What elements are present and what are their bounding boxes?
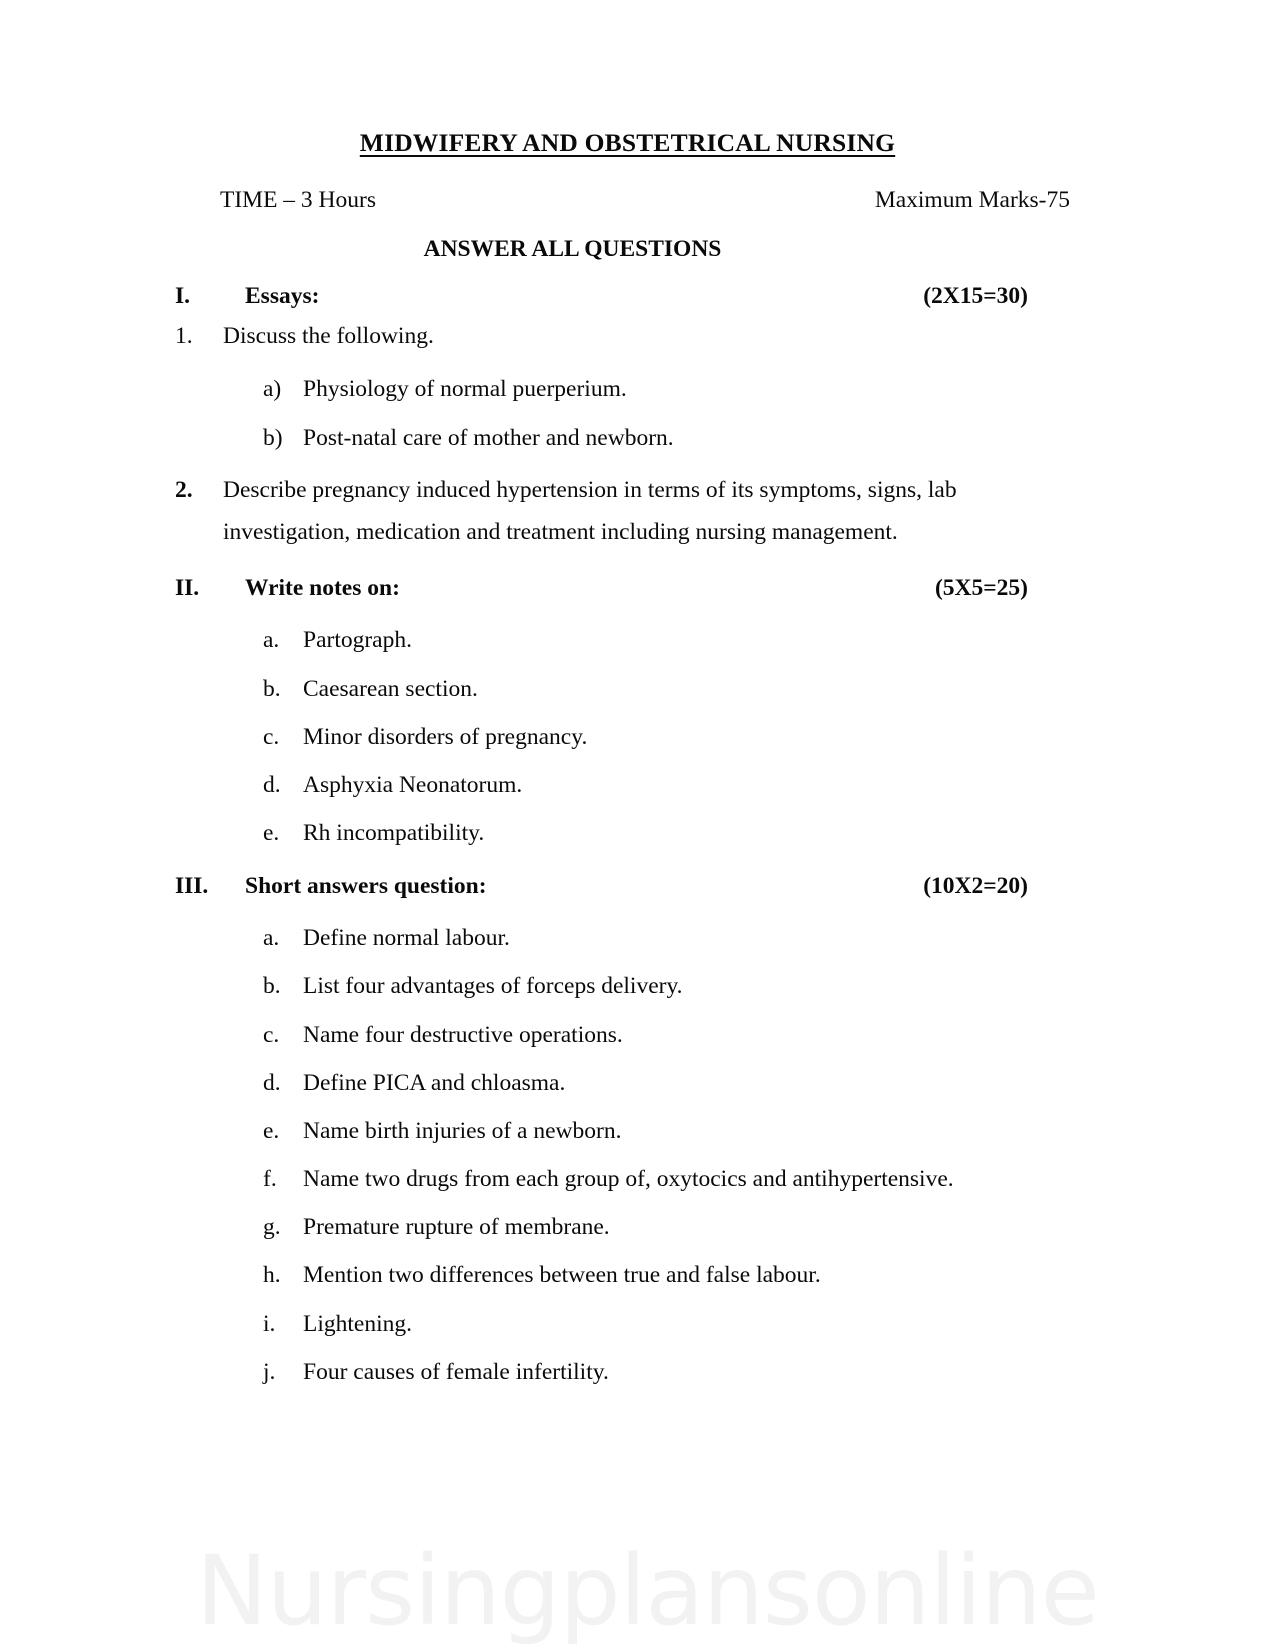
subitem-marker: b.	[263, 973, 281, 1000]
subitem-text: Physiology of normal puerperium.	[303, 376, 627, 403]
spacer	[175, 357, 1080, 365]
list-item	[175, 1203, 1080, 1251]
subitem-marker: c.	[263, 723, 280, 750]
subitem-marker: a)	[263, 376, 282, 403]
subitem-marker: f.	[263, 1166, 277, 1193]
list-item	[175, 1155, 1080, 1203]
subitem-text: Name birth injuries of a newborn.	[303, 1117, 622, 1144]
subitem-text: Lightening.	[303, 1310, 412, 1337]
section-label: Short answers question:	[245, 873, 487, 900]
list-item	[175, 1011, 1080, 1059]
subitem-marker: b)	[263, 424, 283, 451]
list-item	[175, 962, 1080, 1010]
exam-max-marks: Maximum Marks-75	[874, 186, 1070, 213]
subitem-marker: c.	[263, 1021, 280, 1048]
question-row	[175, 316, 1080, 358]
subitem-text: Name four destructive operations.	[303, 1021, 623, 1048]
section-heading-2	[175, 575, 1080, 602]
list-item	[175, 761, 1080, 809]
subitem-text: Asphyxia Neonatorum.	[303, 771, 523, 798]
list-item	[175, 809, 1080, 857]
spacer	[175, 553, 1080, 567]
question-row	[175, 470, 1080, 512]
subitem-text: Name two drugs from each group of, oxytocics and antihypertensive.	[303, 1166, 954, 1193]
subitem-marker: i.	[263, 1310, 276, 1337]
subitem-marker: d.	[263, 1069, 281, 1096]
subitem-text: Minor disorders of pregnancy.	[303, 723, 588, 750]
section-heading-3	[175, 873, 1080, 900]
list-item	[175, 914, 1080, 962]
spacer	[175, 906, 1080, 914]
subitem-list	[175, 616, 1080, 857]
subitem-marker: j.	[263, 1358, 276, 1385]
page-title-text: MIDWIFERY AND OBSTETRICAL NURSING	[359, 128, 896, 157]
subitem-marker: e.	[263, 1117, 280, 1144]
watermark: Nursingplansonline	[196, 1535, 1099, 1647]
question-number: 2.	[175, 476, 193, 503]
section-label: Essays:	[245, 282, 320, 309]
subitem-text: Caesarean section.	[303, 675, 478, 702]
subitem-text: List four advantages of forceps delivery.	[303, 973, 683, 1000]
question-text: Discuss the following.	[223, 322, 434, 349]
subitem-marker: b.	[263, 675, 281, 702]
section-marks: (5X5=25)	[934, 575, 1028, 602]
question-number: 1.	[175, 322, 193, 349]
section-heading-1	[175, 283, 1080, 310]
subitem-marker: h.	[263, 1262, 281, 1289]
list-item	[175, 713, 1080, 761]
subitem-text: Post-natal care of mother and newborn.	[303, 424, 674, 451]
subitem-marker: a.	[263, 627, 280, 654]
subitem-list	[175, 365, 1080, 461]
subitem-text: Premature rupture of membrane.	[303, 1214, 610, 1241]
question-text-continuation: investigation, medication and treatment including nursing management.	[223, 518, 898, 545]
subitem-text: Define PICA and chloasma.	[303, 1069, 566, 1096]
subitem-marker: d.	[263, 771, 281, 798]
section-numeral: I.	[175, 282, 191, 309]
section-label: Write notes on:	[245, 575, 400, 602]
spacer	[175, 857, 1080, 865]
subitem-text: Define normal labour.	[303, 925, 510, 952]
spacer	[175, 462, 1080, 470]
subitem-marker: e.	[263, 820, 280, 847]
list-item	[175, 414, 1080, 462]
list-item	[175, 665, 1080, 713]
subitem-text: Four causes of female infertility.	[303, 1358, 609, 1385]
subitem-text: Rh incompatibility.	[303, 820, 485, 847]
section-marks: (10X2=20)	[923, 873, 1028, 900]
page-title	[175, 128, 1080, 159]
subitem-text: Mention two differences between true and false labour.	[303, 1262, 821, 1289]
list-item	[175, 616, 1080, 664]
list-item	[175, 1251, 1080, 1299]
document-body	[175, 128, 1080, 1396]
section-marks: (2X15=30)	[923, 282, 1028, 309]
exam-duration: TIME – 3 Hours	[220, 186, 376, 213]
list-item	[175, 1300, 1080, 1348]
subitem-marker: a.	[263, 925, 280, 952]
subitem-text: Partograph.	[303, 627, 412, 654]
list-item	[175, 1059, 1080, 1107]
section-numeral: II.	[175, 575, 200, 602]
spacer	[175, 608, 1080, 616]
list-item	[175, 1107, 1080, 1155]
exam-instruction: ANSWER ALL QUESTIONS	[423, 235, 722, 262]
exam-meta-row	[175, 187, 1080, 214]
list-item	[175, 1348, 1080, 1396]
list-item	[175, 365, 1080, 413]
subitem-marker: g.	[263, 1214, 281, 1241]
subitem-list	[175, 914, 1080, 1396]
question-text: Describe pregnancy induced hypertension in terms of its symptoms, signs, lab	[223, 476, 957, 503]
section-numeral: III.	[175, 873, 209, 900]
